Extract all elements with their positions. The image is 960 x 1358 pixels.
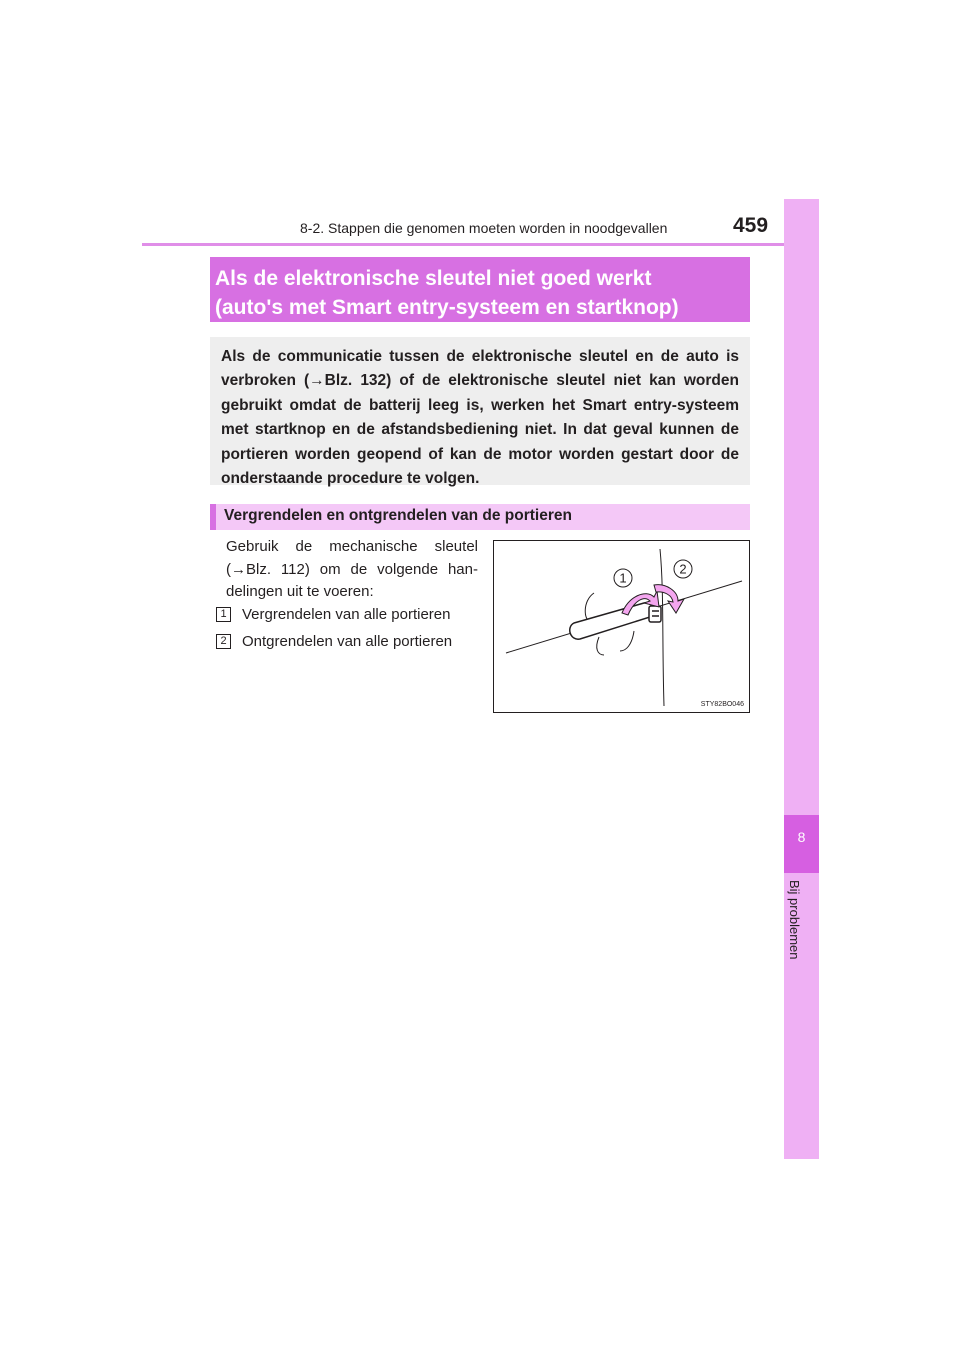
step-number-badge: 2: [216, 634, 231, 649]
subsection-heading-accent: [210, 504, 216, 530]
section-title-line-2: (auto's met Smart entry-systeem en startknop): [215, 296, 679, 319]
key-cylinder: [649, 606, 661, 622]
section-title-line-1: Als de elektronische sleutel niet goed werkt: [215, 267, 652, 290]
chapter-number: 8: [797, 829, 806, 845]
door-handle-illustration: [493, 540, 750, 713]
subsection-title: Vergrendelen en ontgrendelen van de portieren: [224, 507, 572, 524]
recess-arc-right: [620, 631, 634, 651]
door-edge-line: [660, 549, 664, 706]
door-handle: [570, 603, 653, 639]
step-number-badge: 1: [216, 607, 231, 622]
figure-code: STY82BO046: [700, 701, 744, 708]
running-header: 8-2. Stappen die genomen moeten worden in noodgevallen: [300, 220, 668, 236]
chapter-side-tab: [784, 199, 819, 1159]
page-number: 459: [733, 214, 769, 237]
recess-arc-bottom: [597, 637, 604, 655]
recess-arc-left: [585, 593, 594, 621]
callout-2: 2: [679, 561, 687, 577]
step-label: Vergrendelen van alle portieren: [242, 606, 451, 623]
body-paragraph: Gebruik de mechanische sleutel (→Blz. 112) om de volgende han-delingen uit te voeren:: [226, 538, 478, 600]
callout-1: 1: [619, 570, 627, 586]
header-rule: [142, 243, 819, 246]
intro-box: [210, 337, 750, 488]
chapter-label: Bij problemen: [787, 880, 802, 960]
section-banner: [210, 257, 750, 322]
step-label: Ontgrendelen van alle portieren: [242, 633, 453, 650]
door-handle-drawing: [494, 541, 749, 712]
intro-text: Als de communicatie tussen de elektronische sleutel en de auto is verbroken (→Blz. 132) of de elektronische sleutel niet kan worden gebruikt omdat de batterij leeg is, werken het Smart entry-systeem met startknop en de afstandsbediening niet. In dat geval kunnen de portieren worden geopend of kan de motor worden gestart door de onderstaande procedure te volgen.: [221, 348, 739, 488]
